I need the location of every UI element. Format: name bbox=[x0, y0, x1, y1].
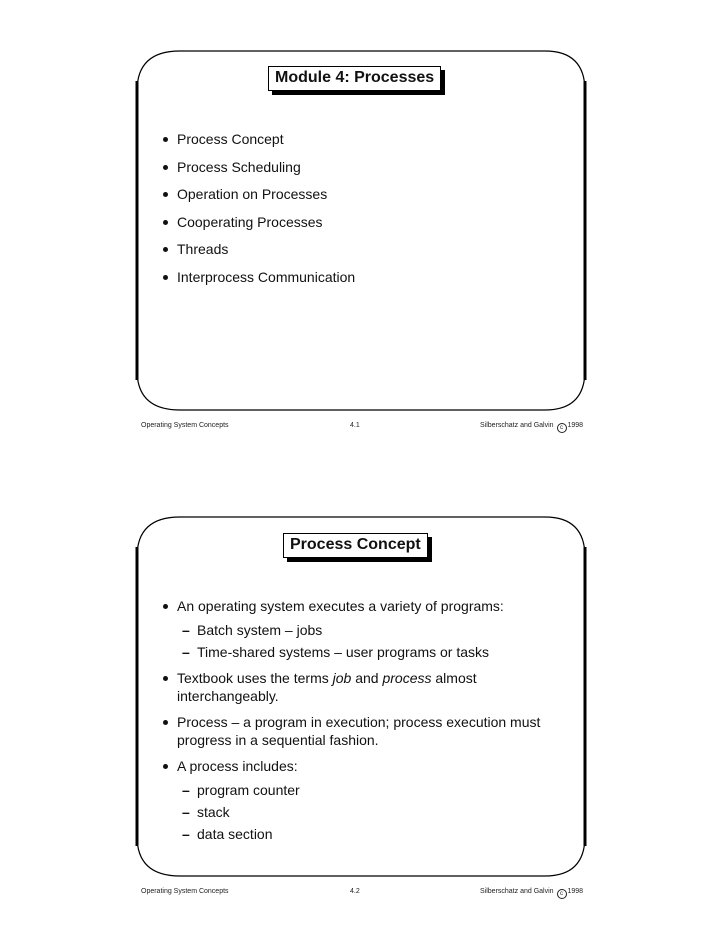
sub-list bbox=[177, 621, 553, 661]
bullet-list bbox=[163, 597, 553, 847]
footer-left: Operating System Concepts bbox=[141, 888, 229, 895]
list-item bbox=[163, 669, 553, 705]
copyright-icon: c bbox=[557, 423, 567, 433]
footer-page-number: 4.2 bbox=[350, 888, 360, 895]
term-job: job bbox=[332, 670, 352, 686]
list-item: Threads bbox=[163, 240, 355, 258]
bullet-text: An operating system executes a variety of programs: bbox=[177, 598, 504, 614]
footer-authors: Silberschatz and Galvin bbox=[480, 888, 554, 895]
list-item: Process Concept bbox=[163, 130, 355, 148]
list-item: Process Scheduling bbox=[163, 158, 355, 176]
footer-page-number: 4.1 bbox=[350, 422, 360, 429]
copyright-icon: c bbox=[557, 889, 567, 899]
bullet-text: Textbook uses the terms bbox=[177, 670, 329, 686]
sub-list-item: – stack bbox=[177, 803, 553, 821]
footer-year: 1998 bbox=[567, 888, 584, 895]
sub-list-item: – Time-shared systems – user programs or tasks bbox=[177, 643, 553, 661]
slide-1 bbox=[0, 45, 720, 425]
list-item bbox=[163, 757, 553, 843]
footer-authors: Silberschatz and Galvin bbox=[480, 422, 554, 429]
sub-list-item: – program counter bbox=[177, 781, 553, 799]
footer-left: Operating System Concepts bbox=[141, 422, 229, 429]
sub-list-item: – data section bbox=[177, 825, 553, 843]
footer-year: 1998 bbox=[567, 422, 584, 429]
bullet-list bbox=[163, 130, 355, 286]
footer-right bbox=[480, 422, 583, 433]
bullet-text: and bbox=[355, 670, 379, 686]
list-item: Operation on Processes bbox=[163, 185, 355, 203]
list-item: Process – a program in execution; process execution must progress in a sequential fashion. bbox=[163, 713, 553, 749]
list-item: Cooperating Processes bbox=[163, 213, 355, 231]
slide-title: Module 4: Processes bbox=[268, 66, 441, 91]
footer-right bbox=[480, 888, 583, 899]
term-process: process bbox=[382, 670, 432, 686]
slide-title: Process Concept bbox=[283, 533, 428, 558]
slide-2 bbox=[0, 511, 720, 891]
sub-list-item: – Batch system – jobs bbox=[177, 621, 553, 639]
list-item: Interprocess Communication bbox=[163, 268, 355, 286]
slide-border bbox=[0, 45, 720, 425]
bullet-text: almost interchangeably. bbox=[177, 670, 477, 704]
sub-list bbox=[177, 781, 553, 843]
list-item bbox=[163, 597, 553, 661]
bullet-text: A process includes: bbox=[177, 758, 298, 774]
